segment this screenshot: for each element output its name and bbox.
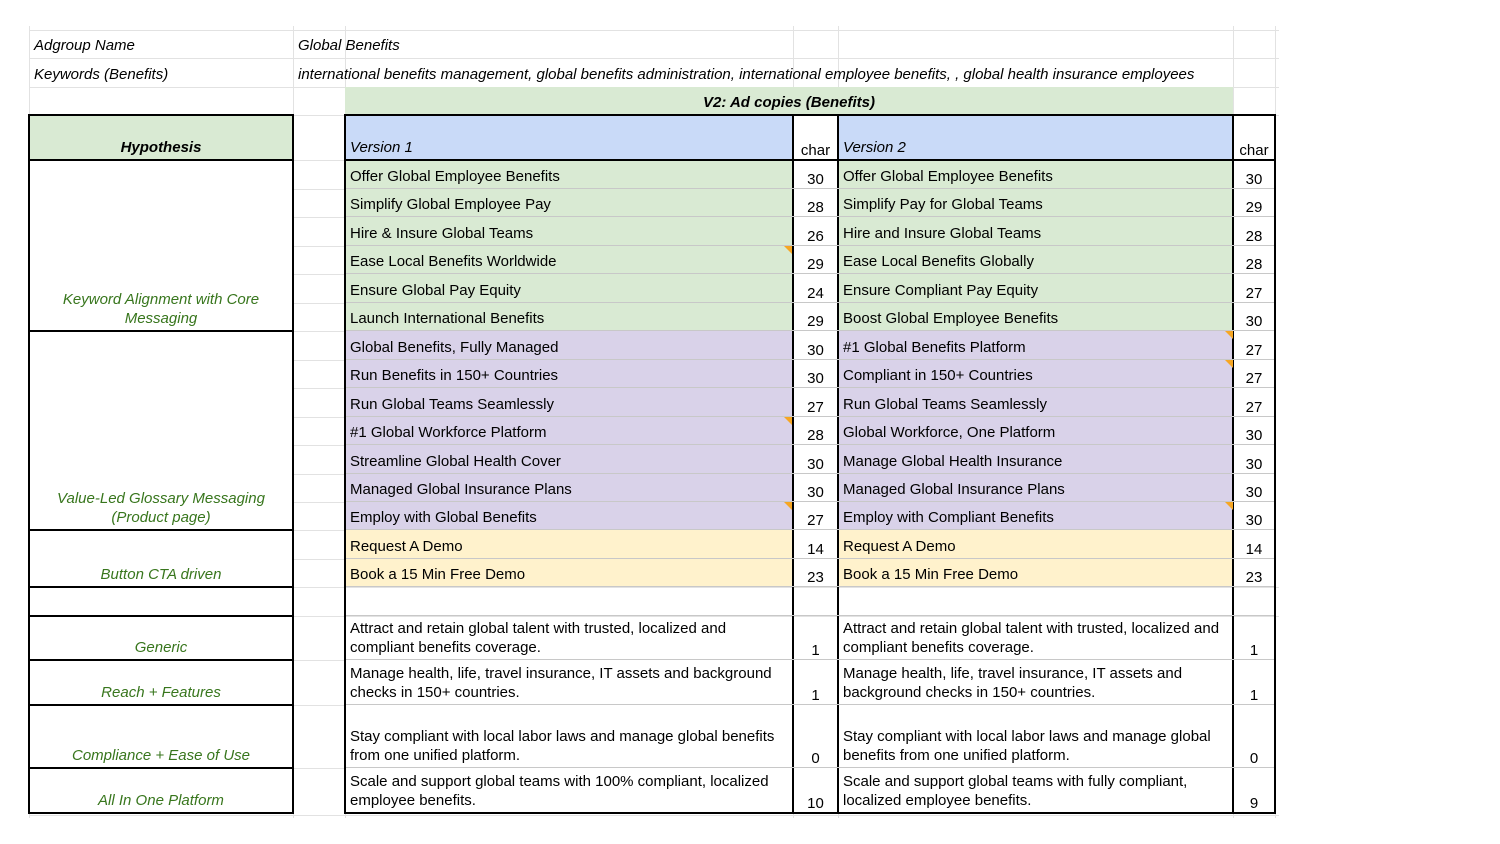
row-separator xyxy=(346,529,1274,530)
gridline-horizontal xyxy=(293,502,345,503)
row-separator xyxy=(346,302,1274,303)
version2-cell[interactable]: Book a 15 Min Free Demo xyxy=(838,559,1233,587)
version2-cell[interactable]: Employ with Compliant Benefits xyxy=(838,502,1233,530)
char2-cell: 30 xyxy=(1245,456,1263,473)
version2-cell[interactable]: Managed Global Insurance Plans xyxy=(838,474,1233,502)
row-separator xyxy=(346,558,1274,559)
char2-cell: 29 xyxy=(1245,199,1263,216)
char1-cell: 0 xyxy=(811,750,820,767)
table-border-line xyxy=(28,704,294,706)
gridline-horizontal xyxy=(293,530,345,531)
table-border-line xyxy=(28,767,294,769)
table-border-line xyxy=(837,114,839,814)
char2-cell: 30 xyxy=(1245,171,1263,188)
char2-cell: 30 xyxy=(1245,512,1263,529)
table-border-line xyxy=(344,114,346,814)
hypothesis-reach-features: Reach + Features xyxy=(101,684,221,701)
char1-cell: 30 xyxy=(807,370,824,387)
table-border-line xyxy=(28,812,294,814)
table-border-line xyxy=(28,529,294,531)
version1-cell[interactable]: Request A Demo xyxy=(345,530,793,559)
description-version2-cell[interactable]: Scale and support global teams with fully compliant, localized employee benefits. xyxy=(843,773,1188,809)
char1-cell: 28 xyxy=(807,427,824,444)
gridline-horizontal xyxy=(293,587,345,588)
char1-cell: 26 xyxy=(807,228,824,245)
gridline-horizontal xyxy=(293,246,345,247)
char2-cell: 14 xyxy=(1245,541,1263,558)
row-separator xyxy=(346,501,1274,502)
table-border-line xyxy=(344,114,1276,116)
table-border-line xyxy=(28,330,294,332)
gridline-horizontal xyxy=(293,274,345,275)
char2-cell: 27 xyxy=(1245,399,1263,416)
comment-marker-icon[interactable] xyxy=(1225,360,1233,368)
gridline-horizontal xyxy=(293,303,345,304)
row-separator xyxy=(346,704,1274,705)
version2-cell[interactable]: Compliant in 150+ Countries xyxy=(838,360,1233,388)
table-border-line xyxy=(28,114,30,814)
version2-cell[interactable]: Boost Global Employee Benefits xyxy=(838,303,1233,331)
description-version1-cell[interactable]: Manage health, life, travel insurance, IT assets and background checks in 150+ countries. xyxy=(350,665,772,701)
row-separator xyxy=(346,216,1274,217)
gridline-horizontal xyxy=(293,616,345,617)
version1-cell[interactable]: Ease Local Benefits Worldwide xyxy=(345,246,793,274)
comment-marker-icon[interactable] xyxy=(784,417,792,425)
table-border-line xyxy=(28,114,294,116)
description-version2-cell[interactable]: Manage health, life, travel insurance, IT assets and background checks in 150+ countries. xyxy=(843,665,1183,701)
version2-cell[interactable]: Hire and Insure Global Teams xyxy=(838,217,1233,246)
gridline-horizontal xyxy=(293,705,345,706)
char2-cell: 27 xyxy=(1245,285,1263,302)
char1-cell: 30 xyxy=(807,171,824,188)
comment-marker-icon[interactable] xyxy=(784,246,792,254)
gridline-horizontal xyxy=(293,388,345,389)
version1-cell[interactable]: Book a 15 Min Free Demo xyxy=(345,559,793,587)
char1-cell: 10 xyxy=(807,795,824,812)
version1-cell[interactable]: Simplify Global Employee Pay xyxy=(345,189,793,217)
char1-cell: 1 xyxy=(811,687,820,704)
description-version2-cell[interactable]: Attract and retain global talent with trusted, localized and compliant benefits coverage. xyxy=(843,620,1220,656)
row-separator xyxy=(346,615,1274,616)
comment-marker-icon[interactable] xyxy=(784,502,792,510)
comment-marker-icon[interactable] xyxy=(1225,502,1233,510)
hypothesis-header: Hypothesis xyxy=(29,115,293,160)
char2-cell: 30 xyxy=(1245,484,1263,501)
version2-cell[interactable]: Ensure Compliant Pay Equity xyxy=(838,274,1233,303)
hypothesis-generic: Generic xyxy=(134,639,188,656)
gridline-horizontal xyxy=(29,815,1279,816)
adgroup-label: Adgroup Name xyxy=(34,37,135,54)
version2-cell[interactable]: Simplify Pay for Global Teams xyxy=(838,189,1233,217)
description-version1-cell[interactable]: Scale and support global teams with 100% compliant, localized employee benefits. xyxy=(350,773,769,809)
version1-cell[interactable]: Run Global Teams Seamlessly xyxy=(345,388,793,417)
char1-cell: 1 xyxy=(811,642,820,659)
table-border-line xyxy=(1232,114,1234,814)
char1-cell: 29 xyxy=(807,256,824,273)
version1-cell[interactable]: Offer Global Employee Benefits xyxy=(345,160,793,189)
char2-cell: 30 xyxy=(1245,313,1263,330)
char1-cell: 27 xyxy=(807,512,824,529)
table-border-line xyxy=(28,159,294,161)
version2-cell[interactable]: Global Workforce, One Platform xyxy=(838,417,1233,445)
version2-cell[interactable]: Offer Global Employee Benefits xyxy=(838,160,1233,189)
row-separator xyxy=(346,330,1274,331)
gridline-horizontal xyxy=(293,474,345,475)
char2-cell: 30 xyxy=(1245,427,1263,444)
gridline-horizontal xyxy=(293,445,345,446)
char1-cell: 14 xyxy=(807,541,824,558)
row-separator xyxy=(346,473,1274,474)
char2-cell: 27 xyxy=(1245,370,1263,387)
table-border-line xyxy=(28,615,294,617)
gridline-horizontal xyxy=(293,360,345,361)
gridline-horizontal xyxy=(293,331,345,332)
version1-cell[interactable]: Ensure Global Pay Equity xyxy=(345,274,793,303)
char2-cell: 28 xyxy=(1245,228,1263,245)
version1-cell[interactable]: Employ with Global Benefits xyxy=(345,502,793,530)
version1-cell[interactable]: Run Benefits in 150+ Countries xyxy=(345,360,793,388)
version1-cell[interactable]: Managed Global Insurance Plans xyxy=(345,474,793,502)
row-separator xyxy=(346,359,1274,360)
char1-cell: 30 xyxy=(807,484,824,501)
gridline-horizontal xyxy=(293,660,345,661)
hypothesis-all-in-one: All In One Platform xyxy=(98,792,224,809)
table-border-line xyxy=(344,159,1276,161)
char1-cell: 24 xyxy=(807,285,824,302)
gridline-horizontal xyxy=(293,559,345,560)
version2-cell[interactable]: Run Global Teams Seamlessly xyxy=(838,388,1233,417)
char2-cell: 1 xyxy=(1249,687,1259,704)
version1-cell[interactable]: Launch International Benefits xyxy=(345,303,793,331)
char2-cell: 0 xyxy=(1249,750,1259,767)
row-separator xyxy=(346,767,1274,768)
version1-cell[interactable]: #1 Global Workforce Platform xyxy=(345,417,793,445)
section-title: V2: Ad copies (Benefits) xyxy=(345,87,1233,115)
comment-marker-icon[interactable] xyxy=(1225,331,1233,339)
description-version1-cell[interactable]: Attract and retain global talent with trusted, localized and compliant benefits coverage. xyxy=(350,620,727,656)
description-version2-cell[interactable]: Stay compliant with local labor laws and manage global benefits from one unified platform. xyxy=(843,728,1211,764)
keywords-value[interactable]: international benefits management, global benefits administration, international employee benefits, , global health insurance employees xyxy=(298,66,1195,83)
gridline-horizontal xyxy=(293,217,345,218)
row-separator xyxy=(346,659,1274,660)
char1-cell: 28 xyxy=(807,199,824,216)
adgroup-value[interactable]: Global Benefits xyxy=(298,37,400,54)
gridline-horizontal xyxy=(293,417,345,418)
hypothesis-keyword-alignment: Keyword Alignment with Core Messaging xyxy=(62,291,260,327)
table-border-line xyxy=(344,812,1276,814)
description-version1-cell[interactable]: Stay compliant with local labor laws and manage global benefits from one unified platform. xyxy=(350,728,775,764)
gridline-horizontal xyxy=(293,189,345,190)
version2-cell[interactable]: Manage Global Health Insurance xyxy=(838,445,1233,474)
table-border-line xyxy=(28,659,294,661)
table-border-line xyxy=(292,114,294,814)
row-separator xyxy=(346,387,1274,388)
gridline-horizontal xyxy=(293,768,345,769)
char1-cell: 30 xyxy=(807,456,824,473)
hypothesis-button-cta: Button CTA driven xyxy=(100,566,222,583)
table-border-line xyxy=(792,114,794,814)
version1-cell[interactable]: Streamline Global Health Cover xyxy=(345,445,793,474)
hypothesis-value-led-glossary: Value-Led Glossary Messaging (Product page) xyxy=(57,490,265,526)
char1-header: char xyxy=(800,142,831,159)
char2-header: char xyxy=(1239,142,1269,159)
table-border-line xyxy=(28,586,294,588)
version1-cell[interactable]: Global Benefits, Fully Managed xyxy=(345,331,793,360)
version1-cell[interactable]: Hire & Insure Global Teams xyxy=(345,217,793,246)
row-separator xyxy=(346,416,1274,417)
char2-cell: 9 xyxy=(1249,795,1259,812)
char2-cell: 23 xyxy=(1245,569,1263,586)
version1-header: Version 1 xyxy=(345,115,793,160)
char2-cell: 1 xyxy=(1249,642,1259,659)
row-separator xyxy=(346,188,1274,189)
table-border-line xyxy=(1274,114,1276,814)
version2-cell[interactable]: Ease Local Benefits Globally xyxy=(838,246,1233,274)
keywords-label: Keywords (Benefits) xyxy=(34,66,169,83)
gridline-horizontal xyxy=(293,160,345,161)
char1-cell: 30 xyxy=(807,342,824,359)
version2-cell[interactable]: Request A Demo xyxy=(838,530,1233,559)
version2-header: Version 2 xyxy=(838,115,1233,160)
char2-cell: 28 xyxy=(1245,256,1263,273)
row-separator xyxy=(346,273,1274,274)
row-separator xyxy=(346,245,1274,246)
row-separator xyxy=(346,444,1274,445)
row-separator xyxy=(346,586,1274,587)
char1-cell: 27 xyxy=(807,399,824,416)
hypothesis-compliance-ease: Compliance + Ease of Use xyxy=(71,747,250,764)
char2-cell: 27 xyxy=(1245,342,1263,359)
version2-cell[interactable]: #1 Global Benefits Platform xyxy=(838,331,1233,360)
char1-cell: 29 xyxy=(807,313,824,330)
char1-cell: 23 xyxy=(807,569,824,586)
